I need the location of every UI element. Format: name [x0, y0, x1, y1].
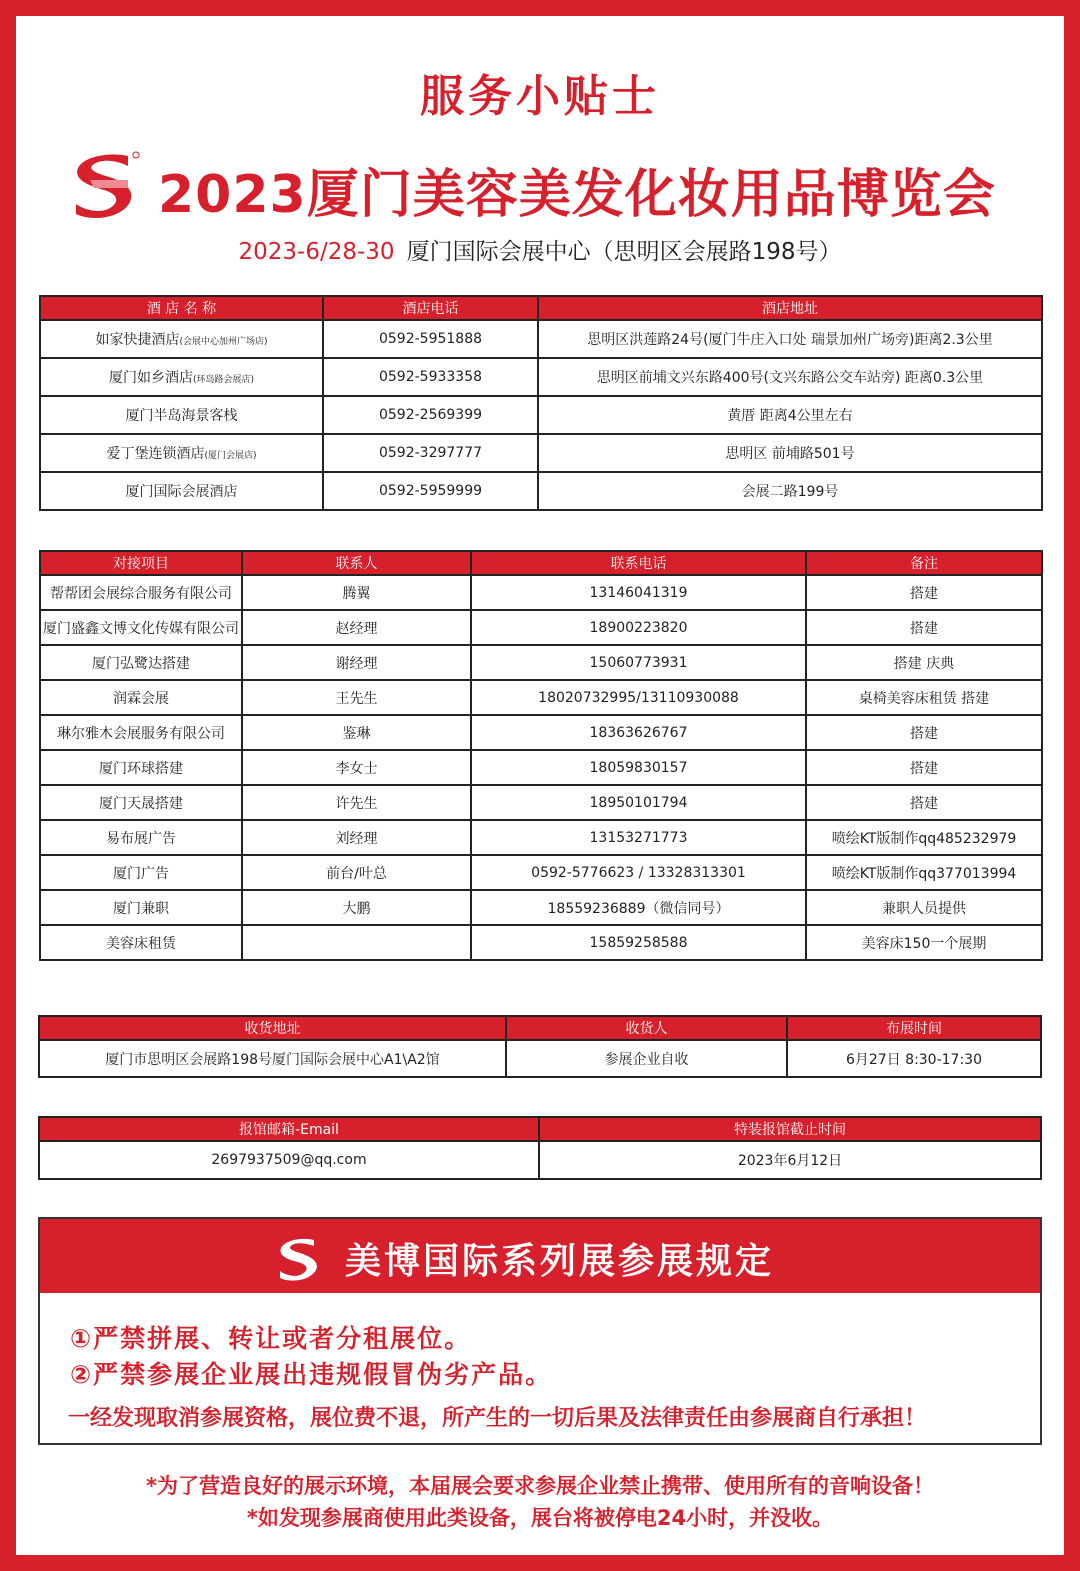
contact-person: 鉴琳 — [242, 715, 471, 750]
contact-person: 刘经理 — [242, 820, 471, 855]
delivery-table — [38, 1015, 1042, 1078]
rules-box — [38, 1217, 1042, 1445]
contact-person: 谢经理 — [242, 645, 471, 680]
rule-item-2: ②严禁参展企业展出违规假冒伪劣产品。 — [70, 1360, 553, 1389]
contact-item: 润霖会展 — [40, 680, 242, 715]
hotel-name-cell — [40, 434, 323, 472]
contacts-col-header: 备注 — [806, 551, 1042, 575]
contact-item: 厦门兼职 — [40, 890, 242, 925]
contact-phone: 13153271773 — [471, 820, 806, 855]
contact-remark: 喷绘KT版制作qq377013994 — [806, 855, 1042, 890]
contact-remark: 搭建 — [806, 750, 1042, 785]
hotel-row — [40, 434, 1042, 472]
contact-row — [40, 575, 1042, 610]
event-name: 2023厦门美容美发化妆用品博览会 — [158, 165, 996, 225]
hotel-name: 厦门国际会展酒店 — [125, 484, 238, 500]
contact-row — [40, 680, 1042, 715]
contact-item: 美容床租赁 — [40, 925, 242, 960]
contact-phone: 0592-5776623 / 13328313301 — [471, 855, 806, 890]
contact-item: 厦门天晟搭建 — [40, 785, 242, 820]
hotels-col-header: 酒 店 名 称 — [40, 296, 323, 320]
contact-row — [40, 785, 1042, 820]
hotel-name-cell — [40, 320, 323, 358]
contact-item: 帮帮团会展综合服务有限公司 — [40, 575, 242, 610]
contact-remark: 搭建 — [806, 715, 1042, 750]
contact-item: 厦门弘鹭达搭建 — [40, 645, 242, 680]
contacts-col-header: 联系人 — [242, 551, 471, 575]
delivery-setup-time: 6月27日 8:30-17:30 — [787, 1040, 1041, 1077]
contact-person: 大鹏 — [242, 890, 471, 925]
contact-row — [40, 855, 1042, 890]
rules-logo-icon — [276, 1236, 322, 1282]
contact-item: 厦门盛鑫文博文化传媒有限公司 — [40, 610, 242, 645]
hotel-phone: 0592-5951888 — [323, 320, 538, 358]
contact-remark: 搭建 — [806, 785, 1042, 820]
hotel-name: 爱丁堡连锁酒店 — [106, 446, 205, 462]
contact-remark: 搭建 — [806, 610, 1042, 645]
rules-title: 美博国际系列展参展规定 — [345, 1241, 775, 1282]
hotels-col-header: 酒店电话 — [323, 296, 538, 320]
hotel-name: 厦门半岛海景客栈 — [125, 408, 238, 424]
contact-remark: 搭建 — [806, 575, 1042, 610]
contact-person: 腾翼 — [242, 575, 471, 610]
hotel-name-note: (会展中心加州广场店) — [179, 337, 268, 347]
hotel-address: 黄厝 距离4公里左右 — [538, 396, 1042, 434]
rule-item-1: ①严禁拼展、转让或者分租展位。 — [70, 1324, 472, 1353]
hotel-address: 思明区洪莲路24号(厦门牛庄入口处 瑞景加州广场旁)距离2.3公里 — [538, 320, 1042, 358]
contact-remark: 搭建 庆典 — [806, 645, 1042, 680]
delivery-col-time: 布展时间 — [787, 1016, 1041, 1040]
contact-remark: 桌椅美容床租赁 搭建 — [806, 680, 1042, 715]
note-line-1: *为了营造良好的展示环境，本届展会要求参展企业禁止携带、使用所有的音响设备！ — [146, 1474, 934, 1498]
tip-title: 服务小贴士 — [420, 71, 660, 122]
contact-person — [242, 925, 471, 960]
hotel-name-note: (环岛路会展店) — [192, 375, 255, 385]
rules-header — [40, 1219, 1040, 1293]
hotel-row — [40, 472, 1042, 510]
event-brand — [70, 150, 1030, 225]
contact-remark: 兼职人员提供 — [806, 890, 1042, 925]
contact-phone: 18950101794 — [471, 785, 806, 820]
contact-phone: 18020732995/13110930088 — [471, 680, 806, 715]
contact-row — [40, 820, 1042, 855]
hotel-phone: 0592-3297777 — [323, 434, 538, 472]
hotel-name: 如家快捷酒店 — [95, 332, 180, 348]
hotels-col-header: 酒店地址 — [538, 296, 1042, 320]
hotel-address: 思明区前埔文兴东路400号(文兴东路公交车站旁) 距离0.3公里 — [538, 358, 1042, 396]
contact-person: 许先生 — [242, 785, 471, 820]
contact-person: 赵经理 — [242, 610, 471, 645]
contact-phone: 15060773931 — [471, 645, 806, 680]
delivery-col-receiver: 收货人 — [506, 1016, 787, 1040]
hotel-row — [40, 396, 1042, 434]
contact-person: 李女士 — [242, 750, 471, 785]
contact-phone: 18059830157 — [471, 750, 806, 785]
contacts-col-header: 联系电话 — [471, 551, 806, 575]
hotel-phone: 0592-2569399 — [323, 396, 538, 434]
contact-person: 前台/叶总 — [242, 855, 471, 890]
event-logo-icon — [70, 150, 140, 220]
hotel-row — [40, 358, 1042, 396]
hotel-name-cell — [40, 396, 323, 434]
contact-row — [40, 715, 1042, 750]
registration-col-deadline: 特装报馆截止时间 — [539, 1117, 1041, 1141]
hotel-row — [40, 320, 1042, 358]
rule-warning: 一经发现取消参展资格，展位费不退，所产生的一切后果及法律责任由参展商自行承担！ — [68, 1406, 927, 1431]
contact-person: 王先生 — [242, 680, 471, 715]
contact-phone: 18363626767 — [471, 715, 806, 750]
hotel-name-cell — [40, 358, 323, 396]
delivery-receiver: 参展企业自收 — [506, 1040, 787, 1077]
contact-item: 厦门广告 — [40, 855, 242, 890]
note-line-2: *如发现参展商使用此类设备，展台将被停电24小时，并没收。 — [246, 1506, 834, 1530]
registration-col-email: 报馆邮箱-Email — [39, 1117, 539, 1141]
event-venue: 厦门国际会展中心（思明区会展路198号） — [406, 239, 842, 265]
contacts-table — [39, 550, 1043, 961]
delivery-address: 厦门市思明区会展路198号厦门国际会展中心A1\A2馆 — [39, 1040, 506, 1077]
hotels-table — [39, 295, 1043, 511]
contact-remark: 美容床150一个展期 — [806, 925, 1042, 960]
event-date: 2023-6/28-30 — [238, 239, 395, 265]
contact-row — [40, 750, 1042, 785]
hotel-phone: 0592-5959999 — [323, 472, 538, 510]
contact-item: 琳尔雅木会展服务有限公司 — [40, 715, 242, 750]
contacts-col-header: 对接项目 — [40, 551, 242, 575]
contact-remark: 喷绘KT版制作qq485232979 — [806, 820, 1042, 855]
contact-phone: 15859258588 — [471, 925, 806, 960]
hotel-name-note: (厦门会展店) — [204, 451, 257, 461]
contact-row — [40, 645, 1042, 680]
contact-row — [40, 925, 1042, 960]
contact-phone: 18559236889（微信同号） — [471, 890, 806, 925]
registration-deadline: 2023年6月12日 — [539, 1141, 1041, 1179]
contact-row — [40, 890, 1042, 925]
contact-item: 易布展广告 — [40, 820, 242, 855]
contact-phone: 13146041319 — [471, 575, 806, 610]
hotel-name: 厦门如乡酒店 — [108, 370, 193, 386]
registration-email: 2697937509@qq.com — [39, 1141, 539, 1179]
contact-row — [40, 610, 1042, 645]
hotel-address: 思明区 前埔路501号 — [538, 434, 1042, 472]
contact-phone: 18900223820 — [471, 610, 806, 645]
hotel-address: 会展二路199号 — [538, 472, 1042, 510]
hotel-name-cell — [40, 472, 323, 510]
event-date-venue — [0, 233, 1080, 266]
contact-item: 厦门环球搭建 — [40, 750, 242, 785]
hotel-phone: 0592-5933358 — [323, 358, 538, 396]
registration-table — [38, 1116, 1042, 1180]
delivery-col-address: 收货地址 — [39, 1016, 506, 1040]
